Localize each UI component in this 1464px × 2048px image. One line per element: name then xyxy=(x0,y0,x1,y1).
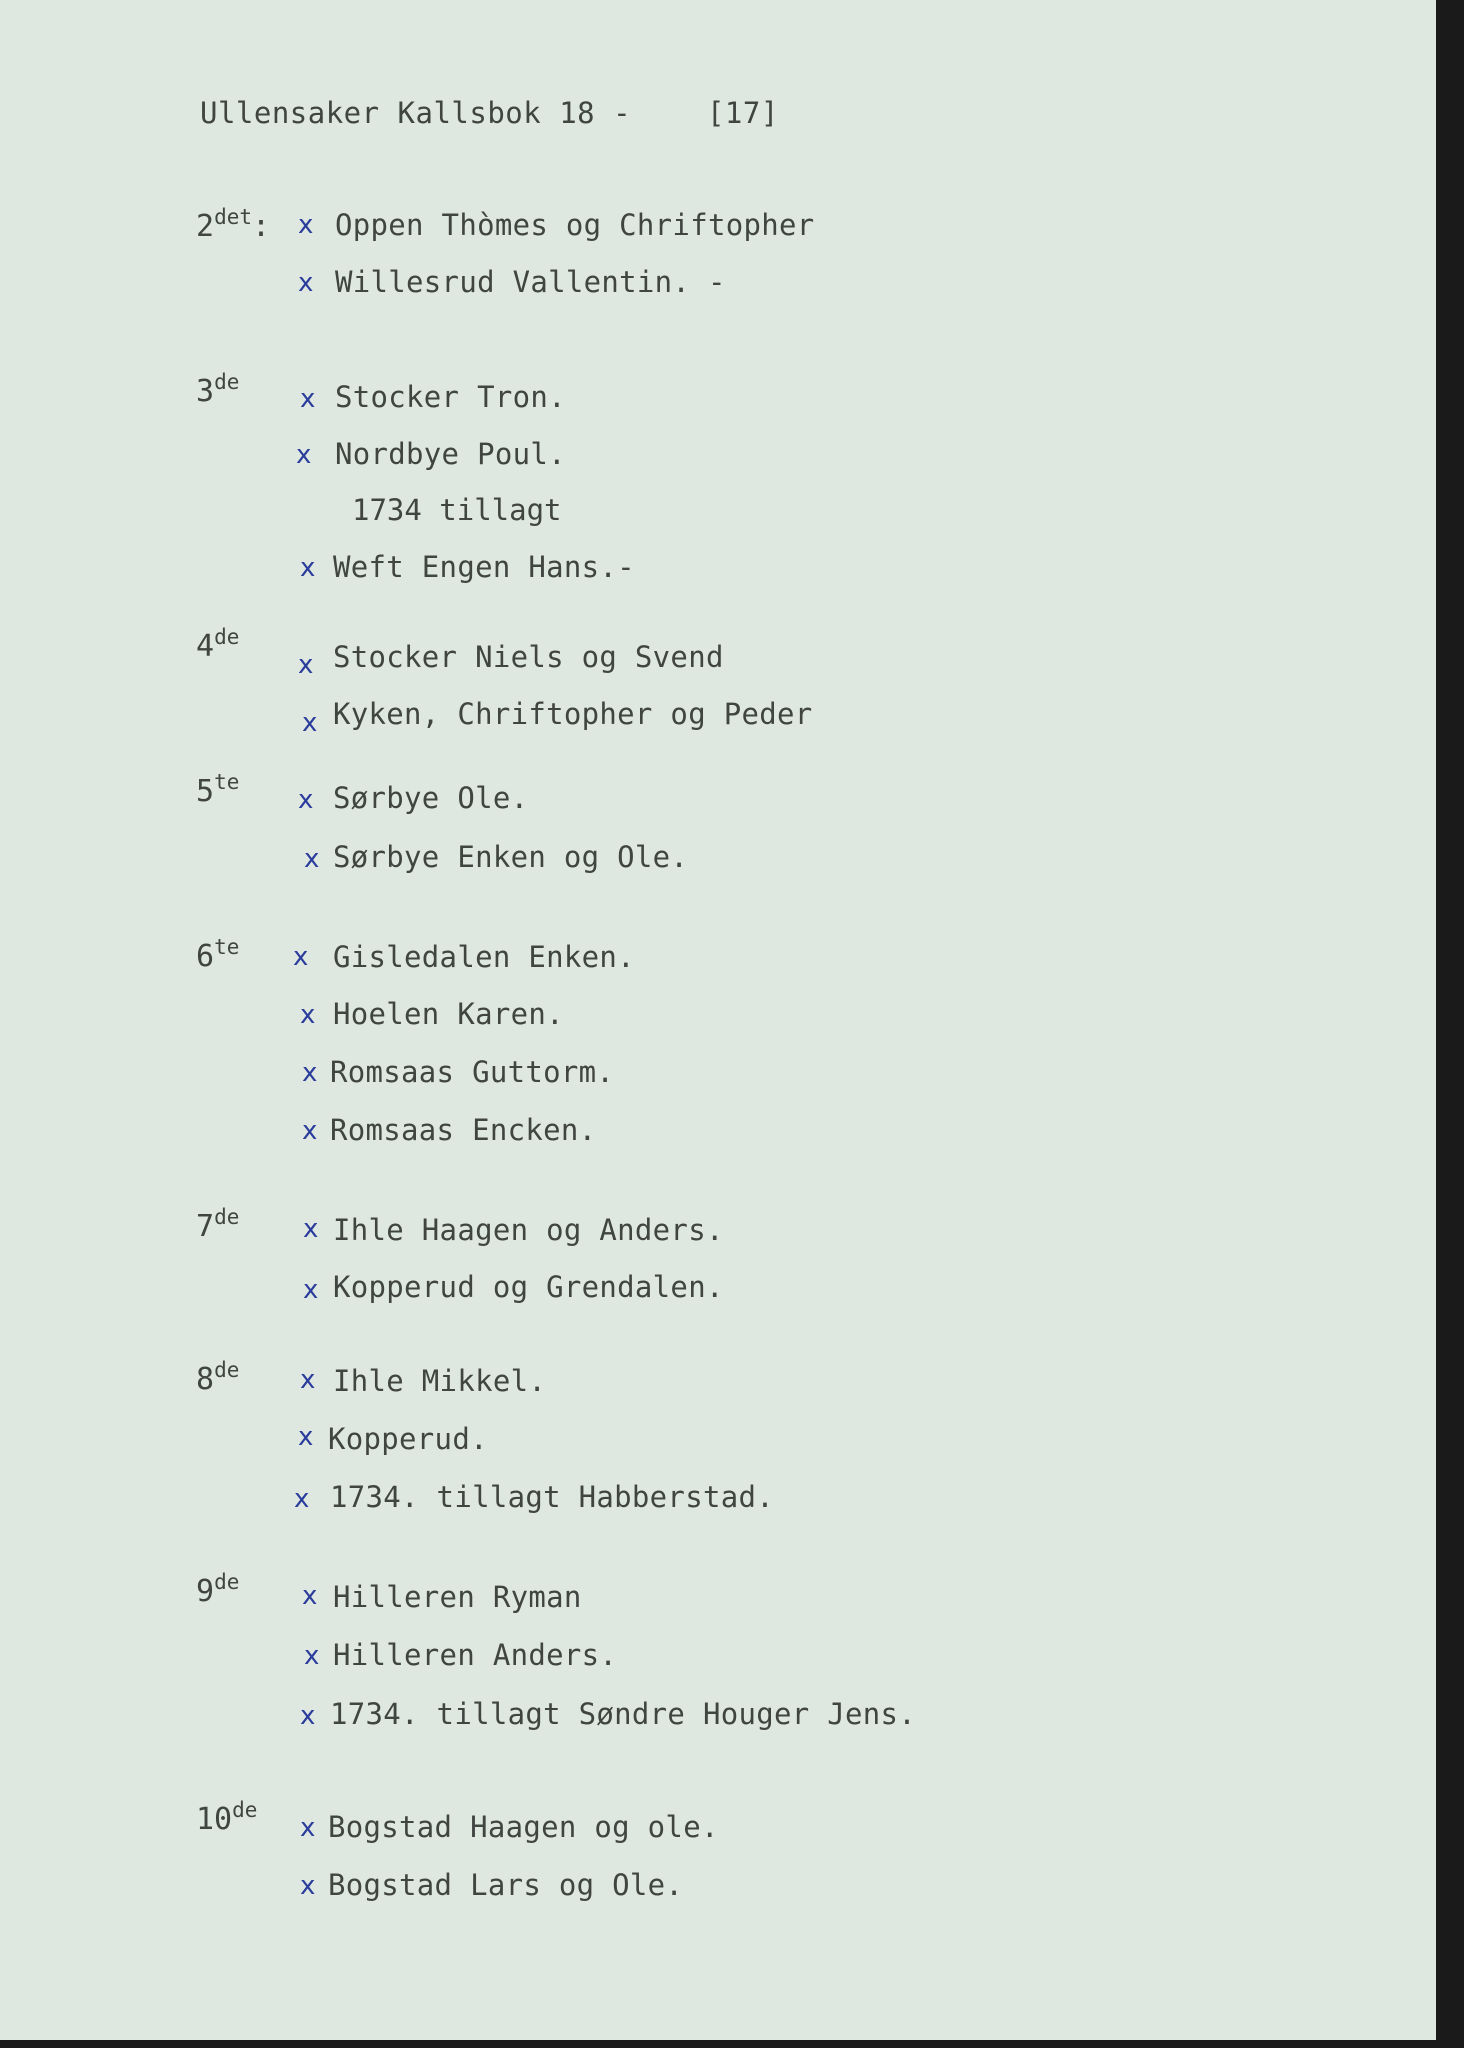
section-label-10: 10de xyxy=(196,1798,258,1837)
section-label-7: 7de xyxy=(196,1205,240,1244)
check-mark-icon: x xyxy=(298,210,314,240)
check-mark-icon: x xyxy=(302,1116,318,1146)
section-label-6: $6^{te}$ xyxy=(196,935,240,974)
check-mark-icon: x xyxy=(300,1000,316,1030)
check-mark-icon: x xyxy=(304,1641,320,1671)
section-label-4: 4de xyxy=(196,625,240,664)
check-mark-icon: x xyxy=(300,1813,316,1843)
entry-line: Sørbye Ole. xyxy=(333,781,529,815)
entry-line: Nordbye Poul. xyxy=(335,437,566,471)
entry-line: 1734. tillagt Søndre Houger Jens. xyxy=(330,1697,917,1731)
check-mark-icon: x xyxy=(298,650,314,680)
section-label-2: $2^{det}$: xyxy=(196,205,271,244)
check-mark-icon: x xyxy=(298,785,314,815)
check-mark-icon: x xyxy=(300,1365,316,1395)
addition-note: 1734 tillagt xyxy=(352,493,562,527)
check-mark-icon: x xyxy=(293,942,309,972)
entry-line: Hilleren Anders. xyxy=(333,1638,618,1672)
check-mark-icon: x xyxy=(303,1214,319,1244)
entry-line: Bogstad Haagen og ole. xyxy=(328,1810,719,1844)
entry-line: Stocker Tron. xyxy=(335,380,566,414)
entry-line: Willesrud Vallentin. - xyxy=(335,265,726,299)
check-mark-icon: x xyxy=(300,384,316,414)
section-label-5: $5^{te}$ xyxy=(196,770,240,809)
entry-line: Kopperud og Grendalen. xyxy=(333,1270,724,1304)
entry-line: Bogstad Lars og Ole. xyxy=(328,1868,684,1902)
section-label-8: 8de xyxy=(196,1358,240,1397)
heading-title: Ullensaker Kallsbok 18 - xyxy=(200,96,632,130)
entry-line: Stocker Niels og Svend xyxy=(333,640,724,674)
check-mark-icon: x xyxy=(294,1484,310,1514)
heading-page-ref: [17] xyxy=(706,96,779,130)
entry-line: Hoelen Karen. xyxy=(333,997,564,1031)
check-mark-icon: x xyxy=(300,553,316,583)
check-mark-icon: x xyxy=(302,1058,318,1088)
check-mark-icon: x xyxy=(298,1422,314,1452)
check-mark-icon: x xyxy=(300,1871,316,1901)
check-mark-icon: x xyxy=(300,1701,316,1731)
page-heading xyxy=(200,96,779,130)
entry-line: Ihle Haagen og Anders. xyxy=(333,1213,724,1247)
check-mark-icon: x xyxy=(298,268,314,298)
check-mark-icon: x xyxy=(304,844,320,874)
entry-line: Weft Engen Hans.- xyxy=(333,550,635,584)
section-label-3: 3de xyxy=(196,370,240,409)
entry-line: Romsaas Encken. xyxy=(330,1113,597,1147)
entry-line: 1734. tillagt Habberstad. xyxy=(330,1480,774,1514)
check-mark-icon: x xyxy=(302,708,318,738)
section-label-9: 9de xyxy=(196,1570,240,1609)
entry-line: Kyken, Chriftopher og Peder xyxy=(333,697,813,731)
check-mark-icon: x xyxy=(302,1581,318,1611)
check-mark-icon: x xyxy=(296,440,312,470)
entry-line: Sørbye Enken og Ole. xyxy=(333,840,689,874)
entry-line: Ihle Mikkel. xyxy=(333,1364,547,1398)
entry-line: Kopperud. xyxy=(328,1422,488,1456)
entry-line: Oppen Thòmes og Chriftopher xyxy=(335,208,815,242)
entry-line: Hilleren Ryman xyxy=(333,1580,582,1614)
check-mark-icon: x xyxy=(303,1275,319,1305)
entry-line: Gisledalen Enken. xyxy=(333,940,635,974)
entry-line: Romsaas Guttorm. xyxy=(330,1055,615,1089)
